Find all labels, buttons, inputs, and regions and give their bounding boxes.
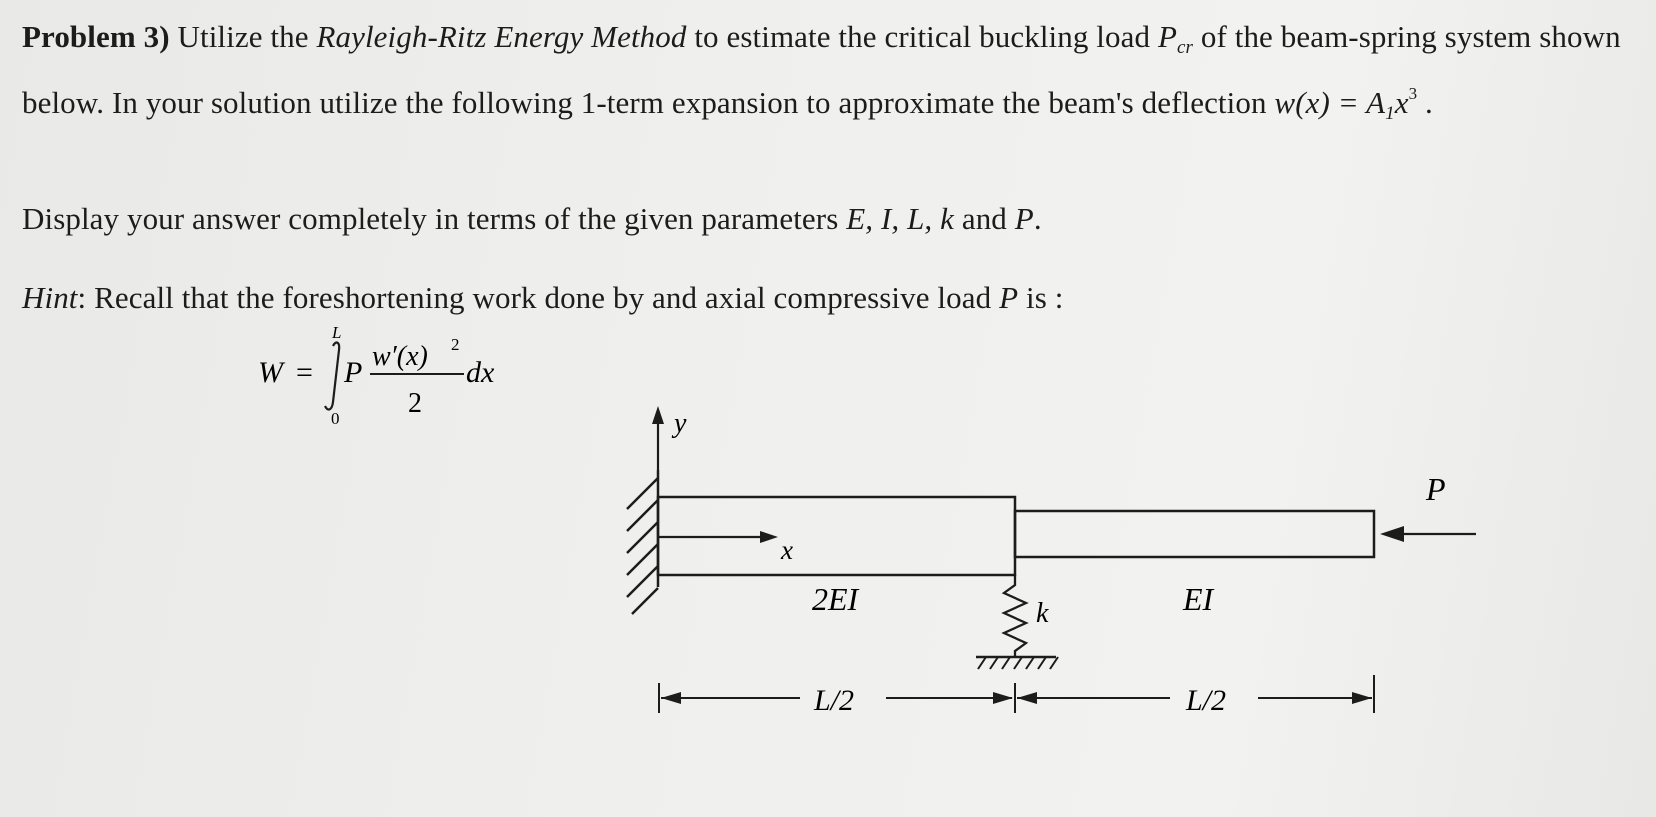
hint-text: Recall that the foreshortening work done by and axial compressive load	[94, 280, 992, 315]
load-arrow-head	[1380, 526, 1404, 542]
hint-tail: is :	[1025, 280, 1064, 315]
spring-ground-hatching	[978, 657, 1058, 669]
formula-denominator: 2	[408, 388, 422, 419]
dimension-ticks	[659, 675, 1374, 713]
right-beam-segment	[1015, 511, 1374, 557]
method-name: Rayleigh-Ritz Energy Method	[316, 19, 687, 54]
expansion-exponent: 3	[1408, 84, 1418, 103]
y-axis-label: y	[674, 408, 687, 439]
formula-dx: dx	[466, 356, 495, 389]
left-dim-arrow-end	[993, 692, 1013, 704]
load-subscript: cr	[1176, 37, 1194, 58]
formula-lhs: W	[258, 356, 283, 389]
problem-intro: Utilize the	[177, 19, 309, 54]
formula-lower-limit: 0	[331, 409, 340, 428]
problem-after-method: to estimate the critical buckling load	[694, 19, 1151, 54]
left-stiffness-label: 2EI	[812, 581, 859, 617]
load-label: P	[1426, 471, 1446, 507]
display-and: and	[961, 201, 1007, 236]
expansion-end: .	[1425, 85, 1433, 120]
left-dim-arrow-start	[661, 692, 681, 704]
left-span-label: L/2	[814, 684, 855, 717]
x-axis-label: x	[781, 535, 793, 565]
formula-equals: =	[296, 356, 313, 389]
display-last-param: P	[1014, 201, 1034, 236]
spring-label: k	[1036, 598, 1049, 629]
formula-upper-limit: L	[332, 323, 342, 342]
formula-integrand-p: P	[344, 356, 363, 389]
right-span-label: L/2	[1186, 684, 1227, 717]
formula-numerator: w′(x)	[372, 341, 428, 372]
hint-symbol: P	[999, 280, 1019, 315]
hint-label: Hint	[22, 280, 78, 315]
display-params: E, I, L, k	[846, 201, 954, 236]
x-axis-arrowhead	[760, 531, 778, 543]
wall-hatching	[627, 478, 658, 614]
hint-colon: :	[77, 280, 87, 315]
display-end: .	[1033, 201, 1042, 236]
problem-after-load: of the beam-spring system shown below. In your solution utilize the following 1-term expansion to approximate the beam's deflection	[22, 19, 1621, 120]
expansion-subscript: 1	[1385, 103, 1395, 124]
right-dim-arrow-start	[1017, 692, 1037, 704]
y-axis-arrowhead	[652, 406, 664, 424]
display-text: Display your answer completely in terms of the given parameters	[22, 201, 839, 236]
expansion-variable: x	[1394, 85, 1409, 120]
right-stiffness-label: EI	[1183, 581, 1214, 617]
load-symbol: P	[1157, 19, 1177, 54]
right-dim-arrow-end	[1352, 692, 1372, 704]
spring-coil	[1004, 575, 1026, 657]
problem-label: Problem 3)	[22, 19, 170, 54]
formula-numerator-exponent: 2	[451, 335, 460, 354]
expansion-lhs: w(x) = A	[1274, 85, 1386, 120]
